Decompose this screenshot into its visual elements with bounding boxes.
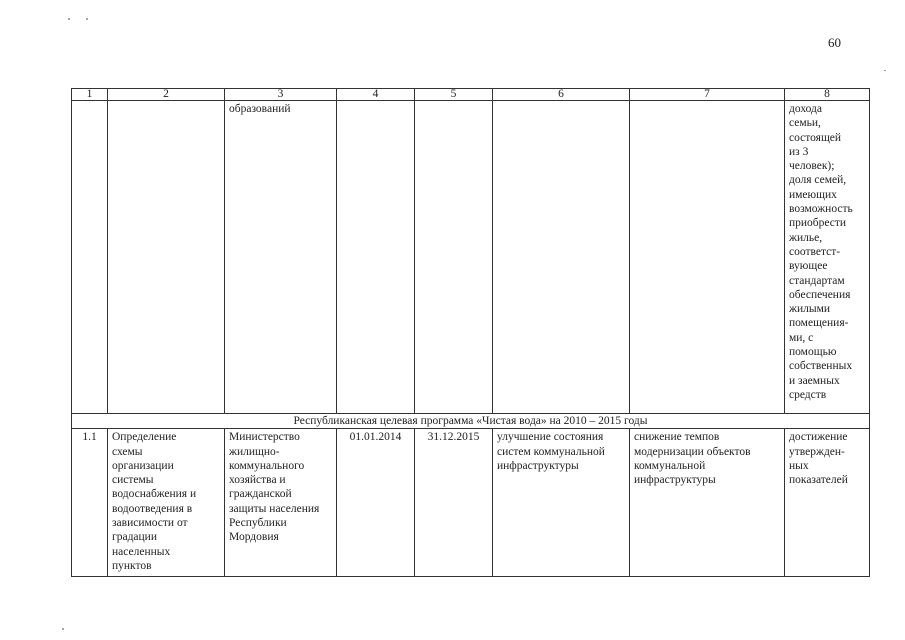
column-number-cell: 2 xyxy=(108,89,225,101)
text-line: пунктов xyxy=(112,559,152,572)
table-cell: образований xyxy=(225,101,337,414)
text-line: снижение темпов xyxy=(634,431,720,444)
scan-speck xyxy=(86,18,88,20)
column-number-cell: 1 xyxy=(72,89,108,101)
text-line: утвержден- xyxy=(789,445,845,458)
text-line: собственных xyxy=(789,360,853,373)
text-line: достижение xyxy=(789,431,848,444)
text-line: зависимости от xyxy=(112,517,188,530)
text-line: инфраструктуры xyxy=(634,474,716,487)
column-number-cell: 6 xyxy=(493,89,630,101)
table-cell xyxy=(415,101,493,414)
text-line: человек); xyxy=(789,160,835,173)
text-line: инфраструктуры xyxy=(497,459,579,472)
text-line: стандартам xyxy=(789,274,845,287)
text-line: водоснабжения и xyxy=(112,488,197,501)
text-line: средств xyxy=(789,388,827,401)
text-line: хозяйства и xyxy=(229,474,286,487)
text-line: градации xyxy=(112,531,157,544)
start-date-cell: 01.01.2014 xyxy=(337,429,415,577)
text-line: дохода xyxy=(789,103,823,115)
activity-name-cell xyxy=(108,429,225,577)
text-line: обеспечения xyxy=(789,288,851,301)
column-number-cell: 8 xyxy=(785,89,870,101)
column-number-cell: 7 xyxy=(630,89,785,101)
table-row xyxy=(72,429,870,577)
text-line: Определение xyxy=(112,431,177,444)
text-line: модернизации объектов xyxy=(634,445,751,458)
program-table xyxy=(71,88,870,577)
table-cell xyxy=(493,101,630,414)
text-line: жилыми xyxy=(789,303,830,316)
text-line: ми, с xyxy=(789,331,814,344)
text-line: Республики xyxy=(229,517,287,530)
table-row-continued xyxy=(72,101,870,414)
text-line: Мордовия xyxy=(229,531,279,544)
text-line: доля семей, xyxy=(789,174,847,187)
text-line: и заемных xyxy=(789,374,840,387)
end-date-cell: 31.12.2015 xyxy=(415,429,493,577)
row-number: 1.1 xyxy=(72,429,108,577)
text-line: жилищно- xyxy=(229,445,280,458)
text-line: улучшение состояния xyxy=(497,431,604,444)
text-line: гражданской xyxy=(229,488,292,501)
table-cell xyxy=(630,101,785,414)
target-indicators-cell xyxy=(785,429,870,577)
column-number-cell: 4 xyxy=(337,89,415,101)
table-cell xyxy=(108,101,225,414)
table-cell xyxy=(337,101,415,414)
page-number: 60 xyxy=(828,35,841,50)
text-line: населенных xyxy=(112,545,171,558)
text-line: жилье, xyxy=(789,231,823,244)
text-line: приобрести xyxy=(789,217,847,230)
column-number-cell: 5 xyxy=(415,89,493,101)
section-heading-row xyxy=(72,414,870,429)
text-line: защиты населения xyxy=(229,502,320,515)
column-number-cell: 3 xyxy=(225,89,337,101)
expected-result-cell xyxy=(493,429,630,577)
text-line: ных xyxy=(789,459,809,472)
column-number-row xyxy=(72,89,870,101)
text-line: помещения- xyxy=(789,317,849,330)
text-line: семьи, xyxy=(789,117,821,130)
target-indicators-cell xyxy=(785,101,870,414)
responsible-executor-cell xyxy=(225,429,337,577)
text-line: коммунальной xyxy=(634,459,706,472)
text-line: имеющих xyxy=(789,188,837,201)
scan-speck xyxy=(68,18,70,20)
scan-speck xyxy=(62,628,64,630)
table-cell xyxy=(72,101,108,414)
text-line: из 3 xyxy=(789,145,809,158)
consequences-cell xyxy=(630,429,785,577)
scan-speck xyxy=(884,70,886,71)
text-line: показателей xyxy=(789,474,848,487)
text-line: помощью xyxy=(789,346,837,359)
text-line: коммунального xyxy=(229,459,305,472)
text-line: соответст- xyxy=(789,245,841,258)
section-title: Республиканская целевая программа «Чистая вода» на 2010 – 2015 годы xyxy=(72,414,870,429)
text-line: Министерство xyxy=(229,431,300,444)
text-line: организации xyxy=(112,459,174,472)
text-line: возможность xyxy=(789,203,853,216)
text-line: систем коммунальной xyxy=(497,445,605,458)
text-line: вующее xyxy=(789,260,828,273)
text-line: схемы xyxy=(112,445,143,458)
text-line: состоящей xyxy=(789,131,842,144)
text-line: системы xyxy=(112,474,154,487)
text-line: водоотведения в xyxy=(112,502,193,515)
